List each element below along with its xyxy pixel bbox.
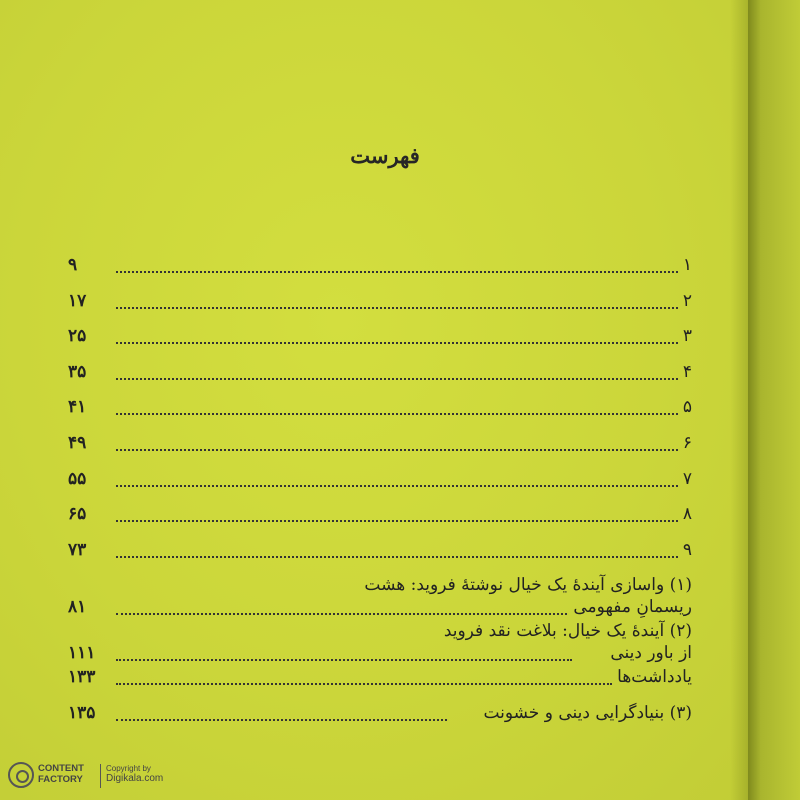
- toc-row: [68, 703, 692, 739]
- toc-label: یادداشت‌ها: [617, 667, 692, 688]
- page-title: فهرست: [350, 143, 420, 168]
- toc-page-number: ۱۳۳: [68, 667, 96, 688]
- toc-row: [68, 621, 692, 667]
- toc-page-number: ۸۱: [68, 597, 87, 618]
- toc-page-number: ۳۵: [68, 361, 87, 382]
- dot-leader: [116, 719, 447, 721]
- toc-page-number: ۵۵: [68, 468, 87, 489]
- page-edge: [748, 0, 800, 800]
- toc-label: ۵: [682, 397, 692, 418]
- table-of-contents: [68, 255, 692, 739]
- toc-label: ۴: [682, 361, 692, 382]
- toc-row: [68, 397, 692, 433]
- toc-label-line2: از باور دینی: [610, 643, 692, 664]
- toc-page-number: ۶۵: [68, 504, 87, 525]
- toc-row: [68, 575, 692, 621]
- dot-leader: [116, 485, 678, 487]
- dot-leader: [116, 342, 678, 344]
- toc-page-number: ۹: [68, 255, 78, 275]
- toc-label: ۲: [682, 290, 692, 311]
- toc-page-number: ۱۷: [68, 290, 87, 311]
- toc-label: ۹: [682, 539, 692, 560]
- dot-leader: [116, 413, 678, 415]
- dot-leader: [116, 659, 572, 661]
- toc-page-number: ۴۹: [68, 432, 87, 453]
- toc-label-line1: (۱) واسازی آیندهٔ یک خیال نوشتهٔ فروید: هشت: [364, 575, 692, 596]
- logo-line2: FACTORY: [38, 774, 83, 785]
- toc-label: ۳: [682, 326, 692, 347]
- dot-leader: [116, 378, 678, 380]
- toc-row: [68, 539, 692, 576]
- toc-page-number: ۱۳۵: [68, 703, 96, 724]
- toc-label: ۶: [682, 432, 692, 453]
- toc-page-number: ۷۳: [68, 539, 87, 560]
- logo-line1: CONTENT: [38, 763, 84, 774]
- copyright-site: Digikala.com: [106, 773, 164, 784]
- toc-row: [68, 361, 692, 398]
- toc-row: [68, 468, 692, 505]
- toc-page-number: ۱۱۱: [68, 643, 96, 664]
- dot-leader: [116, 556, 678, 558]
- toc-page-number: ۴۱: [68, 397, 87, 418]
- toc-page-number: ۲۵: [68, 326, 87, 347]
- toc-label-line1: (۲) آیندهٔ یک خیال: بلاغت نقد فروید: [443, 621, 692, 642]
- toc-label: ۱: [682, 255, 692, 275]
- toc-row: [68, 326, 692, 362]
- toc-label-line2: ریسمانِ مفهومی: [573, 597, 692, 618]
- toc-label: ۸: [682, 504, 692, 525]
- watermark: [8, 760, 178, 794]
- watermark-divider: [100, 764, 101, 788]
- toc-label: ۷: [682, 468, 692, 489]
- dot-leader: [116, 271, 678, 273]
- toc-label: (۳) بنیادگرایی دینی و خشونت: [483, 703, 692, 724]
- dot-leader: [116, 520, 678, 522]
- toc-row: [68, 504, 692, 540]
- watermark-copyright: [106, 764, 163, 784]
- dot-leader: [116, 683, 612, 685]
- dot-leader: [116, 307, 678, 309]
- content-factory-logo-icon: [8, 762, 34, 788]
- copyright-label: Copyright by: [106, 764, 151, 773]
- toc-row: [68, 255, 692, 291]
- toc-row: [68, 290, 692, 327]
- toc-row: [68, 432, 692, 469]
- watermark-logo-text: [38, 763, 84, 785]
- dot-leader: [116, 613, 567, 615]
- toc-row: [68, 667, 692, 703]
- dot-leader: [116, 449, 678, 451]
